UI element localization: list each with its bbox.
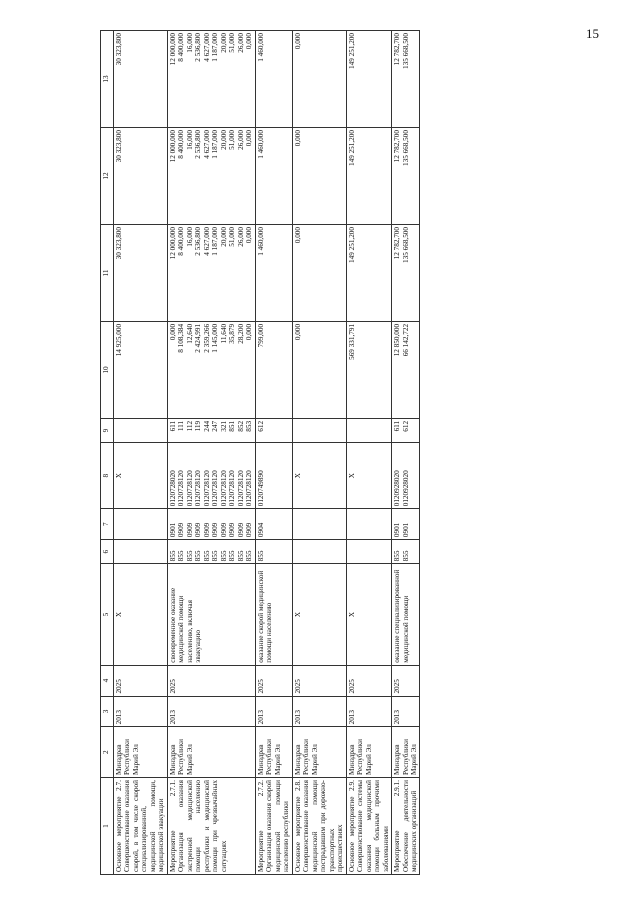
table-body xyxy=(114,31,420,875)
cell-value: 51,000 xyxy=(228,227,237,247)
cell-v12 xyxy=(167,128,255,225)
cell-v13 xyxy=(392,31,420,128)
cell-value: 0901 xyxy=(168,522,177,538)
table-row xyxy=(346,31,391,875)
cell-value: 855 xyxy=(393,550,402,562)
cell-value: 119 xyxy=(194,420,203,432)
column-header: 7 xyxy=(101,509,114,540)
column-header: 8 xyxy=(101,443,114,509)
page-number: 15 xyxy=(586,26,599,41)
cell-value: 855 xyxy=(211,550,220,562)
cell-value: 12 000,000 xyxy=(168,227,177,260)
cell-v13 xyxy=(255,31,292,128)
cell-value: 0,000 xyxy=(245,33,254,50)
cell-value: 0,000 xyxy=(168,323,177,341)
cell-value: 12 782,700 xyxy=(393,130,402,163)
cell-value: 12,640 xyxy=(185,323,194,344)
cell-v12 xyxy=(292,128,346,225)
cell-value: 855 xyxy=(245,550,254,562)
cell-v11 xyxy=(392,225,420,322)
cell-value: 0120728120 xyxy=(211,470,220,507)
cell-value: 799,000 xyxy=(256,323,265,348)
column-header: 3 xyxy=(101,696,114,727)
cell-value: 35,879 xyxy=(228,323,237,344)
cell-csr xyxy=(114,443,168,509)
cell-value: 2 536,800 xyxy=(194,227,203,256)
column-header: 1 xyxy=(101,778,114,875)
cell-value: 30 323,800 xyxy=(115,33,123,66)
cell-value: 12 850,000 xyxy=(393,323,402,357)
cell-name: Мероприятие 2.7.2. Организация оказания скорой медицинской помощи населению республики xyxy=(255,778,292,875)
cell-value: 855 xyxy=(401,550,410,562)
cell-value: 149 251,200 xyxy=(347,33,356,69)
cell-value: 26,000 xyxy=(236,130,245,150)
cell-value: 4 627,000 xyxy=(202,33,211,62)
column-header: 12 xyxy=(101,128,114,225)
cell-value: 8 400,000 xyxy=(177,33,186,62)
cell-value: 8 108,384 xyxy=(177,323,186,353)
cell-value: 855 xyxy=(236,550,245,562)
cell-rzpr xyxy=(255,509,292,540)
cell-value: 0909 xyxy=(177,522,186,538)
cell-value: 855 xyxy=(228,550,237,562)
cell-value: 855 xyxy=(177,550,186,562)
cell-value: 2 359,266 xyxy=(202,323,211,353)
table-row xyxy=(292,31,346,875)
cell-rzpr xyxy=(167,509,255,540)
cell-value: 12 782,700 xyxy=(393,33,402,66)
header-row xyxy=(101,31,114,875)
cell-value: 855 xyxy=(219,550,228,562)
cell-grbs xyxy=(292,540,346,564)
cell-v11 xyxy=(114,225,168,322)
cell-value: 0909 xyxy=(219,522,228,538)
cell-value: X xyxy=(115,473,123,479)
cell-v13 xyxy=(167,31,255,128)
cell-value: 611 xyxy=(393,420,402,432)
cell-value: 0,000 xyxy=(293,227,302,244)
cell-name: Мероприятие 2.9.1. Обеспечение деятельности медицинских организаций xyxy=(392,778,420,875)
cell-value: 0120728020 xyxy=(168,470,177,507)
cell-v11 xyxy=(255,225,292,322)
cell-csr xyxy=(292,443,346,509)
column-header: 11 xyxy=(101,225,114,322)
cell-value: 1 187,000 xyxy=(211,130,220,159)
cell-value: 20,000 xyxy=(219,33,228,53)
cell-v12 xyxy=(114,128,168,225)
cell-value: 135 668,500 xyxy=(401,33,410,69)
column-header: 9 xyxy=(101,418,114,442)
cell-value: 1 460,000 xyxy=(256,227,265,256)
cell-value: X xyxy=(293,473,302,479)
cell-value: 612 xyxy=(401,420,410,432)
cell-v12 xyxy=(392,128,420,225)
cell-vr xyxy=(292,418,346,442)
cell-v10 xyxy=(114,321,168,418)
cell-value: 0120928020 xyxy=(401,470,410,507)
cell-vr xyxy=(167,418,255,442)
cell-value: 1 187,000 xyxy=(211,33,220,62)
cell-start: 2013 xyxy=(167,696,255,727)
table-row xyxy=(167,31,255,875)
cell-value: 0909 xyxy=(185,522,194,538)
cell-value: 1 460,000 xyxy=(256,130,265,159)
cell-v11 xyxy=(346,225,391,322)
cell-value: 1 145,000 xyxy=(211,323,220,353)
cell-value: 569 331,791 xyxy=(347,323,356,360)
cell-end: 2025 xyxy=(114,665,168,696)
column-header: 2 xyxy=(101,727,114,778)
cell-value: 2 536,800 xyxy=(194,33,203,62)
cell-value: 4 627,000 xyxy=(202,227,211,256)
cell-start: 2013 xyxy=(114,696,168,727)
cell-rzpr xyxy=(346,509,391,540)
cell-result: своевременное оказание медицинской помощи населению, включая эвакуацию xyxy=(167,564,255,665)
cell-executor: Минздрав Республики Марий Эл xyxy=(392,727,420,778)
table-row xyxy=(392,31,420,875)
cell-value: 26,000 xyxy=(236,33,245,53)
cell-csr xyxy=(167,443,255,509)
cell-value: 135 668,500 xyxy=(401,227,410,263)
cell-value: 0120728120 xyxy=(228,470,237,507)
cell-grbs xyxy=(392,540,420,564)
cell-value: 0901 xyxy=(393,522,402,538)
cell-rzpr xyxy=(114,509,168,540)
cell-grbs xyxy=(255,540,292,564)
cell-value: 112 xyxy=(185,420,194,432)
cell-value: 853 xyxy=(245,420,254,432)
cell-vr xyxy=(114,418,168,442)
table-row xyxy=(114,31,168,875)
cell-value: 0904 xyxy=(256,522,265,538)
cell-csr xyxy=(255,443,292,509)
cell-vr xyxy=(392,418,420,442)
cell-name: Мероприятие 2.7.1. Организация оказания экстренной медицинской помощи населению республики и медицинской помощи при чрезвычайных ситуациях xyxy=(167,778,255,875)
cell-value: 247 xyxy=(211,420,220,432)
cell-value: 12 782,700 xyxy=(393,227,402,260)
cell-end: 2025 xyxy=(167,665,255,696)
cell-value: 30 323,800 xyxy=(115,227,123,260)
cell-v12 xyxy=(255,128,292,225)
table-row xyxy=(255,31,292,875)
cell-v13 xyxy=(346,31,391,128)
cell-grbs xyxy=(114,540,168,564)
cell-value: 4 627,000 xyxy=(202,130,211,159)
cell-csr xyxy=(346,443,391,509)
cell-value: 0120728120 xyxy=(245,470,254,507)
cell-v13 xyxy=(292,31,346,128)
column-header: 13 xyxy=(101,31,114,128)
cell-value: 51,000 xyxy=(228,130,237,150)
cell-executor: Минздрав Республики Марий Эл xyxy=(167,727,255,778)
cell-value: 244 xyxy=(202,420,211,432)
column-header: 5 xyxy=(101,564,114,665)
cell-value: 135 668,500 xyxy=(401,130,410,166)
cell-grbs xyxy=(346,540,391,564)
cell-value: 0909 xyxy=(245,522,254,538)
cell-end: 2025 xyxy=(346,665,391,696)
cell-value: 12 000,000 xyxy=(168,33,177,66)
cell-name: Основное мероприятие 2.8. Совершенствование оказания медицинской помощи пострадавшим при дорожно-транспортных происшествиях xyxy=(292,778,346,875)
cell-rzpr xyxy=(392,509,420,540)
cell-value: 0,000 xyxy=(245,130,254,147)
cell-executor: Минздрав Республики Марий Эл xyxy=(114,727,168,778)
cell-value: 1 187,000 xyxy=(211,227,220,256)
cell-executor: Минздрав Республики Марий Эл xyxy=(346,727,391,778)
cell-value: 16,000 xyxy=(185,130,194,150)
cell-value: 0909 xyxy=(228,522,237,538)
cell-v10 xyxy=(167,321,255,418)
program-table xyxy=(100,30,420,875)
cell-value: 855 xyxy=(194,550,203,562)
cell-v10 xyxy=(255,321,292,418)
cell-value: X xyxy=(347,473,356,479)
column-header: 6 xyxy=(101,540,114,564)
cell-v11 xyxy=(292,225,346,322)
cell-value: 0120728120 xyxy=(236,470,245,507)
cell-value: 855 xyxy=(168,550,177,562)
cell-value: 1 460,000 xyxy=(256,33,265,62)
cell-value: 855 xyxy=(256,550,265,562)
cell-value: 852 xyxy=(236,420,245,432)
cell-value: 855 xyxy=(202,550,211,562)
cell-csr xyxy=(392,443,420,509)
cell-start: 2013 xyxy=(255,696,292,727)
cell-grbs xyxy=(167,540,255,564)
cell-value: 0120728120 xyxy=(194,470,203,507)
cell-executor: Минздрав Республики Марий Эл xyxy=(255,727,292,778)
cell-value: 0120728120 xyxy=(185,470,194,507)
cell-value: 12 000,000 xyxy=(168,130,177,163)
cell-value: 612 xyxy=(256,420,265,432)
cell-result: X xyxy=(292,564,346,665)
cell-value: 149 251,200 xyxy=(347,227,356,263)
cell-result: X xyxy=(114,564,168,665)
cell-value: 20,000 xyxy=(219,130,228,150)
cell-value: 26,000 xyxy=(236,227,245,247)
cell-value: 51,000 xyxy=(228,33,237,53)
cell-value: 11,640 xyxy=(219,323,228,344)
cell-value: 0,000 xyxy=(245,323,254,341)
cell-start: 2013 xyxy=(392,696,420,727)
cell-value: 0120928020 xyxy=(393,470,402,507)
cell-v10 xyxy=(392,321,420,418)
column-header: 4 xyxy=(101,665,114,696)
cell-result: оказание специализированной медицинской помощи xyxy=(392,564,420,665)
cell-value: 2 536,800 xyxy=(194,130,203,159)
cell-value: 8 400,000 xyxy=(177,227,186,256)
cell-value: 0909 xyxy=(236,522,245,538)
rotated-table-wrapper xyxy=(100,30,620,875)
cell-start: 2013 xyxy=(346,696,391,727)
cell-value: 0901 xyxy=(401,522,410,538)
cell-value: 28,200 xyxy=(236,323,245,344)
cell-value: 0909 xyxy=(202,522,211,538)
cell-name: Основное мероприятие 2.9. Совершенствование системы оказания медицинской помощи больным прочими заболеваниями xyxy=(346,778,391,875)
cell-value: 2 424,991 xyxy=(194,323,203,353)
cell-value: 14 925,000 xyxy=(115,323,123,357)
cell-value: 855 xyxy=(185,550,194,562)
cell-value: 0,000 xyxy=(293,130,302,147)
cell-vr xyxy=(346,418,391,442)
column-header: 10 xyxy=(101,321,114,418)
cell-value: 16,000 xyxy=(185,227,194,247)
cell-value: 16,000 xyxy=(185,33,194,53)
cell-v10 xyxy=(292,321,346,418)
cell-value: 30 323,800 xyxy=(115,130,123,163)
cell-value: 149 251,200 xyxy=(347,130,356,166)
cell-value: 611 xyxy=(168,420,177,432)
cell-v13 xyxy=(114,31,168,128)
cell-value: 0909 xyxy=(194,522,203,538)
cell-value: 0,000 xyxy=(293,323,302,341)
cell-start: 2013 xyxy=(292,696,346,727)
cell-executor: Минздрав Республики Марий Эл xyxy=(292,727,346,778)
cell-value: 8 400,000 xyxy=(177,130,186,159)
cell-value: 321 xyxy=(219,420,228,432)
cell-end: 2025 xyxy=(292,665,346,696)
cell-value: 20,000 xyxy=(219,227,228,247)
cell-vr xyxy=(255,418,292,442)
cell-value: 0120749890 xyxy=(256,470,265,507)
cell-v12 xyxy=(346,128,391,225)
cell-value: 851 xyxy=(228,420,237,432)
cell-name: Основное мероприятие 2.7. Совершенствование оказания скорой, в том числе скорой специализированной, медицинской помощи, медицинской эвакуации xyxy=(114,778,168,875)
cell-end: 2025 xyxy=(392,665,420,696)
cell-end: 2025 xyxy=(255,665,292,696)
cell-value: 0909 xyxy=(211,522,220,538)
cell-value: 0,000 xyxy=(245,227,254,244)
cell-value: 0120728120 xyxy=(177,470,186,507)
cell-value: 0,000 xyxy=(293,33,302,50)
cell-rzpr xyxy=(292,509,346,540)
cell-value: 111 xyxy=(177,420,186,432)
cell-value: 0120728120 xyxy=(202,470,211,507)
cell-value: 0120728120 xyxy=(219,470,228,507)
cell-v10 xyxy=(346,321,391,418)
cell-result: оказание скорой медицинской помощи населению xyxy=(255,564,292,665)
cell-v11 xyxy=(167,225,255,322)
cell-value: 66 142,722 xyxy=(401,323,410,357)
cell-result: X xyxy=(346,564,391,665)
